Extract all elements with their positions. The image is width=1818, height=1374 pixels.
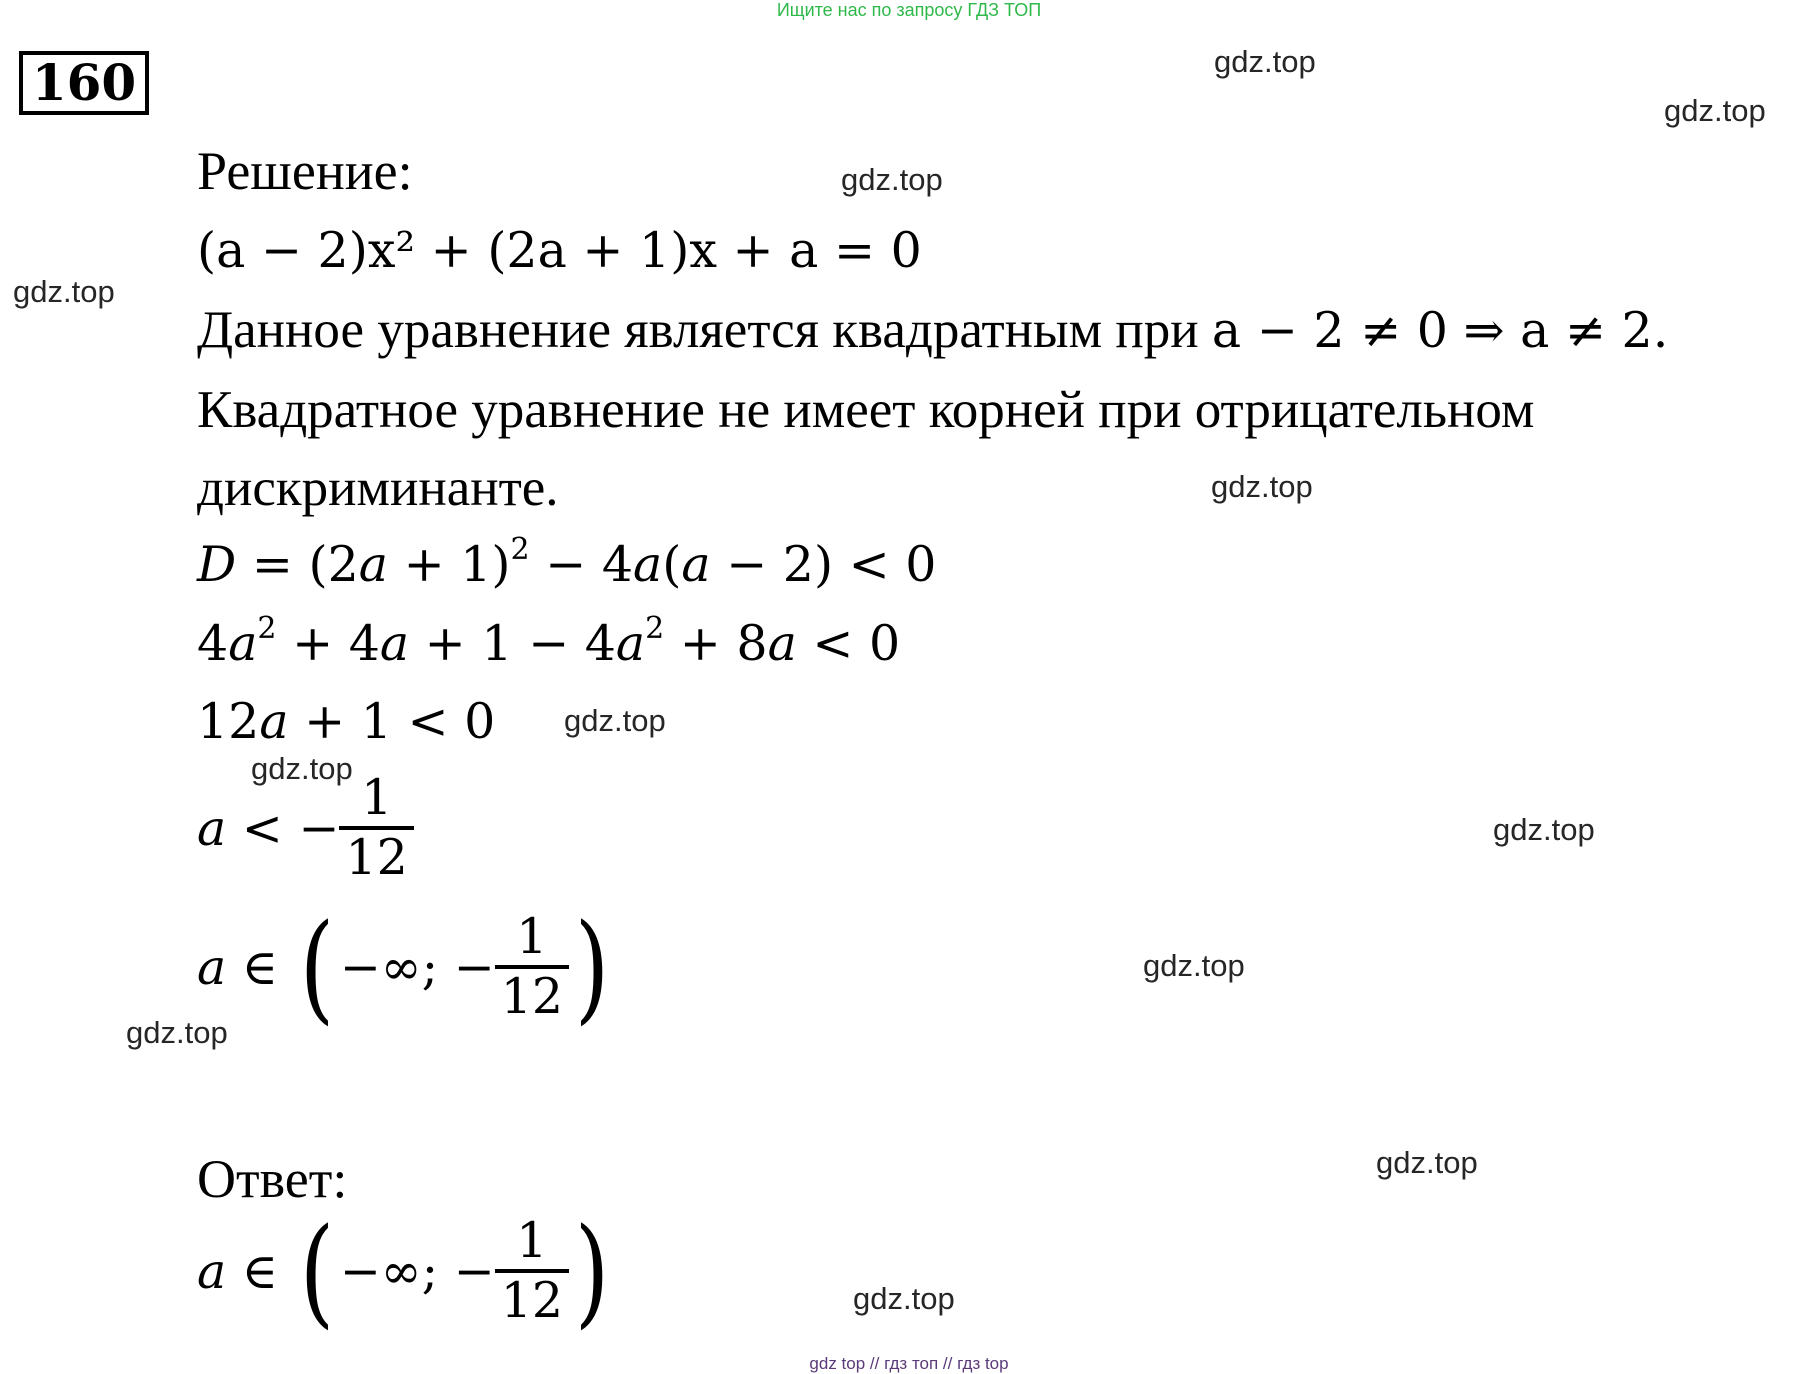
watermark: gdz.top bbox=[1214, 44, 1316, 79]
math-text: = (2 bbox=[236, 536, 359, 593]
discriminant-text-1: Квадратное уравнение не имеет корней при отрицательном bbox=[197, 381, 1535, 439]
math-text: + 4 bbox=[276, 615, 380, 672]
fraction-numerator: 1 bbox=[361, 769, 393, 826]
math-var: a bbox=[379, 615, 410, 672]
fraction bbox=[339, 770, 413, 887]
math-text: + 1 < 0 bbox=[288, 693, 496, 750]
fraction-denominator: 12 bbox=[495, 965, 569, 1025]
math-var: D bbox=[197, 536, 237, 593]
math-var: a bbox=[197, 799, 227, 857]
fraction-numerator: 1 bbox=[516, 1211, 548, 1269]
math-exponent: 2 bbox=[645, 611, 665, 646]
discriminant-text-2: дискриминанте. bbox=[197, 459, 559, 517]
math-var: a bbox=[228, 615, 258, 672]
linear-inequality bbox=[197, 693, 495, 750]
math-var: a bbox=[767, 615, 797, 672]
math-text: + 8 bbox=[664, 615, 768, 672]
condition-line bbox=[197, 300, 1668, 360]
math-var: a bbox=[197, 1242, 227, 1300]
math-text: ∈ bbox=[226, 938, 294, 996]
math-exponent: 2 bbox=[257, 611, 277, 646]
math-var: a bbox=[358, 536, 389, 593]
watermark: gdz.top bbox=[1493, 812, 1595, 847]
footer-links[interactable]: gdz top // гдз топ // гдз top bbox=[809, 1354, 1009, 1373]
fraction bbox=[495, 1213, 569, 1330]
result-inequality bbox=[197, 770, 414, 887]
answer-interval bbox=[197, 1202, 615, 1340]
watermark: gdz.top bbox=[13, 274, 115, 309]
math-text: ( bbox=[662, 536, 682, 593]
watermark: gdz.top bbox=[1376, 1145, 1478, 1180]
left-paren: ( bbox=[299, 898, 334, 1036]
right-paren: ) bbox=[574, 898, 610, 1036]
watermark: gdz.top bbox=[841, 162, 943, 197]
top-note: Ищите нас по запросу ГДЗ ТОП bbox=[776, 0, 1042, 20]
fraction-numerator: 1 bbox=[516, 907, 548, 965]
solution-heading: Решение: bbox=[197, 141, 413, 201]
watermark: gdz.top bbox=[564, 703, 666, 738]
math-text: −∞; − bbox=[339, 938, 495, 996]
math-text: < 0 bbox=[796, 615, 901, 672]
expanded-inequality bbox=[197, 611, 901, 672]
watermark: gdz.top bbox=[853, 1281, 955, 1316]
left-paren: ( bbox=[299, 1202, 334, 1340]
math-text: ∈ bbox=[226, 1242, 294, 1300]
watermark: gdz.top bbox=[126, 1015, 228, 1050]
watermark: gdz.top bbox=[251, 751, 353, 786]
fraction bbox=[495, 909, 569, 1026]
math-text: − 4 bbox=[529, 536, 633, 593]
fraction-denominator: 12 bbox=[495, 1269, 569, 1329]
watermark: gdz.top bbox=[1143, 948, 1245, 983]
math-exponent: 2 bbox=[510, 532, 530, 567]
math-text: −∞; − bbox=[339, 1242, 495, 1300]
math-var: a bbox=[259, 693, 289, 750]
task-number: 160 bbox=[19, 51, 149, 115]
math-var: a bbox=[681, 536, 711, 593]
main-equation-line: (a − 2)x² + (2a + 1)x + a = 0 bbox=[197, 222, 922, 279]
watermark: gdz.top bbox=[1664, 93, 1766, 128]
right-paren: ) bbox=[574, 1202, 610, 1340]
math-text: < − bbox=[226, 799, 340, 857]
math-text: + 1) bbox=[388, 536, 511, 593]
answer-heading: Ответ: bbox=[197, 1149, 348, 1209]
math-var: a bbox=[633, 536, 663, 593]
math-text: 12 bbox=[197, 693, 260, 750]
math-var: a bbox=[197, 938, 227, 996]
math-text: − 2) < 0 bbox=[710, 536, 937, 593]
fraction-denominator: 12 bbox=[339, 826, 413, 886]
math-text: + 1 − 4 bbox=[409, 615, 616, 672]
discriminant-inequality bbox=[197, 532, 937, 593]
condition-text: Данное уравнение является квадратным при bbox=[197, 301, 1199, 359]
math-text: 4 bbox=[197, 615, 229, 672]
math-var: a bbox=[615, 615, 646, 672]
result-interval bbox=[197, 898, 615, 1036]
condition-math: a − 2 ≠ 0 ⇒ a ≠ 2. bbox=[1211, 302, 1669, 359]
watermark: gdz.top bbox=[1211, 469, 1313, 504]
